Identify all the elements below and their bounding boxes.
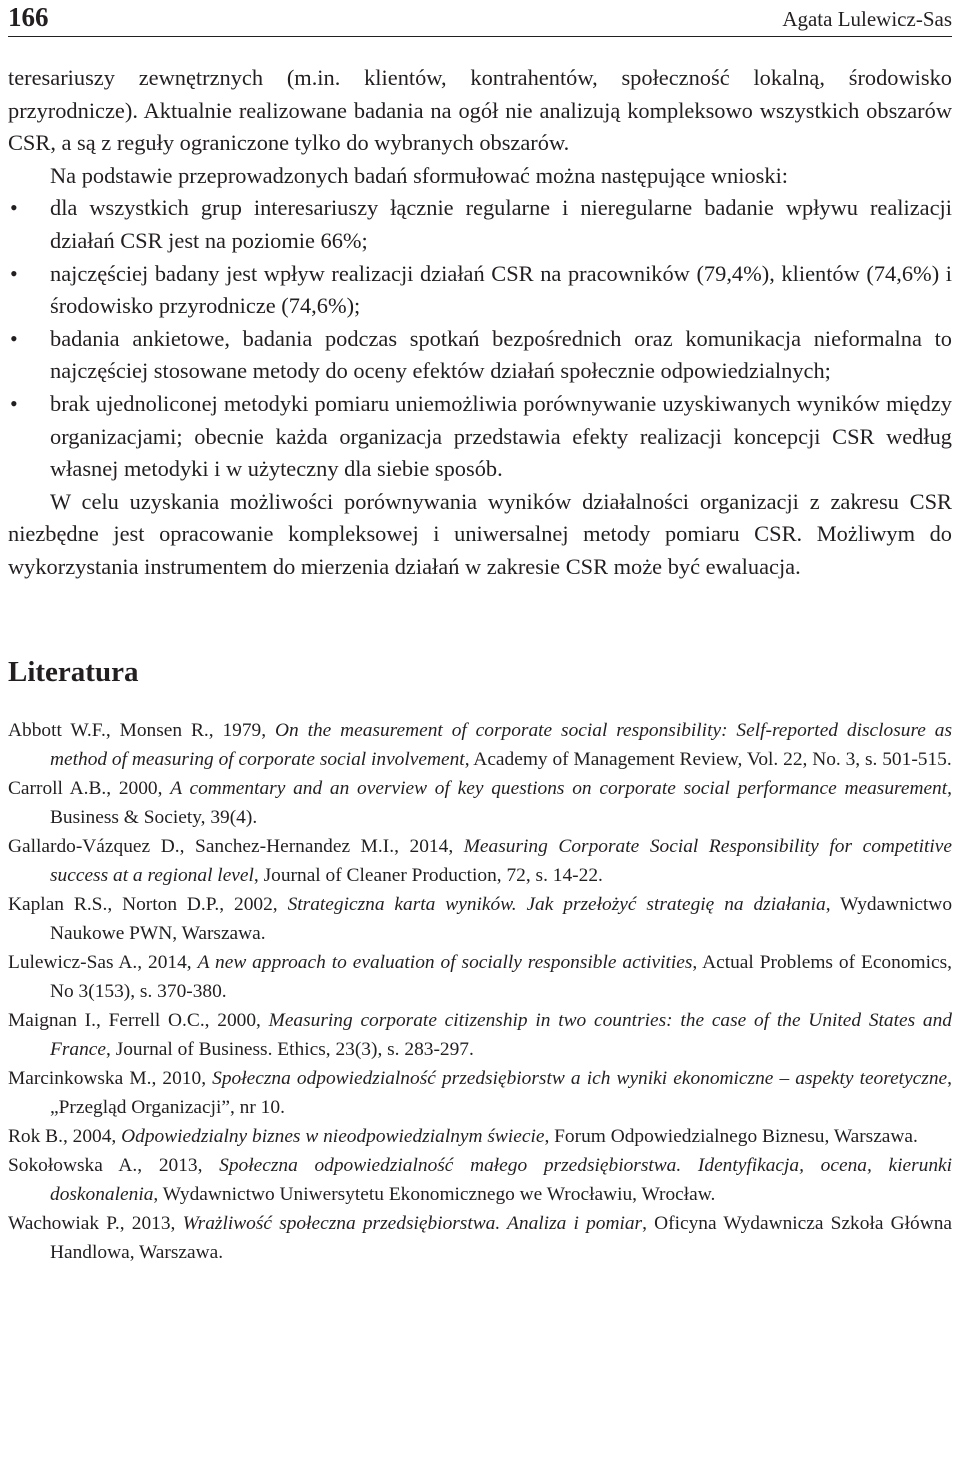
reference-title: Strategiczna karta wyników. Jak przełożyć strategię na działania [287,893,826,915]
reference-title: A commentary and an overview of key questions on corporate social performance measurement [170,777,948,799]
reference-source: , Forum Odpowiedzialnego Biznesu, Warszawa. [544,1125,918,1147]
conclusion-text: dla wszystkich grup interesariuszy łącznie regularne i nieregularne badanie wpływu realizacji działań CSR jest na poziomie 66%; [50,195,952,253]
body-paragraph: Na podstawie przeprowadzonych badań sformułować można następujące wnioski: [50,162,789,188]
bullet-icon: • [10,260,18,286]
reference-authors: Lulewicz-Sas A. [8,951,138,973]
reference-title: A new approach to evaluation of socially responsible activities [197,951,693,973]
conclusion-text: brak ujednoliconej metodyki pomiaru uniemożliwia porównywanie uzyskiwanych wyników między organizacjami; obecnie każda organizacja przedstawia efekty realizacji koncepcji CSR według własnej metodyki i w użyteczny dla siebie sposób. [50,390,952,482]
conclusion-text: badania ankietowe, badania podczas spotkań bezpośrednich oraz komunikacja nieformalna to najczęściej stosowane metody do oceny efektów działań społecznie odpowiedzialnych; [50,325,952,384]
reference-title: Wrażliwość społeczna przedsiębiorstwa. Analiza i pomiar [182,1212,643,1234]
reference-item [8,774,952,832]
bullet-icon: • [10,325,18,351]
reference-source: , Journal of Cleaner Production, 72, s. 14-22. [253,864,603,886]
conclusion-item [8,258,952,323]
reference-year: , 2013, [137,1154,220,1176]
reference-year: , 2000, [106,777,171,799]
reference-authors: Maignan I., Ferrell O.C. [8,1009,205,1031]
reference-item [8,1122,952,1151]
reference-authors: Sokołowska A. [8,1154,138,1176]
reference-title: Odpowiedzialny biznes w nieodpowiedzialnym świecie [121,1125,545,1147]
reference-authors: Kaplan R.S., Norton D.P. [8,893,220,915]
reference-authors: Carroll A.B. [8,777,107,799]
page-content [8,62,952,1267]
reference-source: , Academy of Management Review, Vol. 22, No. 3, s. 501-515. [464,748,952,770]
reference-item [8,948,952,1006]
reference-year: , 2010, [151,1067,213,1089]
conclusion-text: najczęściej badany jest wpływ realizacji działań CSR na pracowników (79,4%), klientów (74,6%) i środowisko przyrodnicze (74,6%); [50,260,952,319]
bullet-icon: • [10,195,18,221]
reference-source: , Business & Society, 39(4). [50,777,953,828]
reference-item [8,1006,952,1064]
reference-authors: Wachowiak P. [8,1212,120,1234]
reference-authors: Rok B. [8,1125,63,1147]
reference-title: On the measurement of corporate social responsibility: Self-reported disclosure as method of measuring of corporate social involvement [50,719,953,770]
section-heading: Literatura [8,655,139,688]
reference-title: Measuring corporate citizenship in two countries: the case of the United States and France [50,1009,953,1060]
reference-item [8,1151,952,1209]
reference-year: , 2004, [62,1125,122,1147]
body-paragraph: W celu uzyskania możliwości porównywania wyników działalności organizacji z zakresu CSR niezbędne jest opracowanie kompleksowej i uniwersalnej metody pomiaru CSR. Możliwym do wykorzystania instrumentem do mierzenia działań w zakresie CSR może być ewaluacja. [8,488,952,579]
reference-item [8,832,952,890]
reference-source: , Actual Problems of Economics, No 3(153), s. 370-380. [50,951,952,1002]
reference-item [8,890,952,948]
reference-source: , Journal of Business. Ethics, 23(3), s. 283-297. [106,1038,474,1060]
reference-year: , 2002, [219,893,288,915]
conclusions-list [8,192,952,485]
running-head-author: Agata Lulewicz-Sas [782,7,952,31]
reference-year: , 1979, [208,719,275,741]
conclusion-item [8,388,952,486]
reference-item [8,1064,952,1122]
reference-source: , „Przegląd Organizacji”, nr 10. [50,1067,952,1118]
reference-title: Społeczna odpowiedzialność małego przedsiębiorstwa. Identyfikacja, ocena, kierunki doskonalenia [50,1154,953,1205]
reference-authors: Marcinkowska M. [8,1067,152,1089]
conclusion-item [8,192,952,257]
reference-source: , Wydawnictwo Uniwersytetu Ekonomicznego we Wrocławiu, Wrocław. [153,1183,716,1205]
conclusion-item [8,323,952,388]
reference-authors: Abbott W.F., Monsen R. [8,719,209,741]
reference-item [8,716,952,774]
reference-source: , Oficyna Wydawnicza Szkoła Główna Handlowa, Warszawa. [50,1212,953,1263]
body-paragraph: teresariuszy zewnętrznych (m.in. klientów, kontrahentów, społeczność lokalną, środowisko przyrodnicze). Aktualnie realizowane badania na ogół nie analizują kompleksowo wszystkich obszarów CSR, a są z reguły ograniczone tylko do wybranych obszarów. [8,65,952,156]
reference-source: , Wydawnictwo Naukowe PWN, Warszawa. [50,893,953,944]
bullet-icon: • [10,390,18,416]
reference-title: Measuring Corporate Social Responsibility for competitive success at a regional level [50,835,952,886]
reference-item [8,1209,952,1267]
page-header [8,0,952,37]
reference-title: Społeczna odpowiedzialność przedsiębiorstw a ich wyniki ekonomiczne – aspekty teoretyczne [212,1067,948,1089]
reference-year: , 2013, [119,1212,183,1234]
reference-year: , 2000, [204,1009,269,1031]
reference-list [8,716,952,1267]
reference-year: , 2014, [137,951,198,973]
reference-year: , 2014, [394,835,464,857]
page-number: 166 [8,2,49,32]
reference-authors: Gallardo-Vázquez D., Sanchez-Hernandez M.I. [8,835,395,857]
